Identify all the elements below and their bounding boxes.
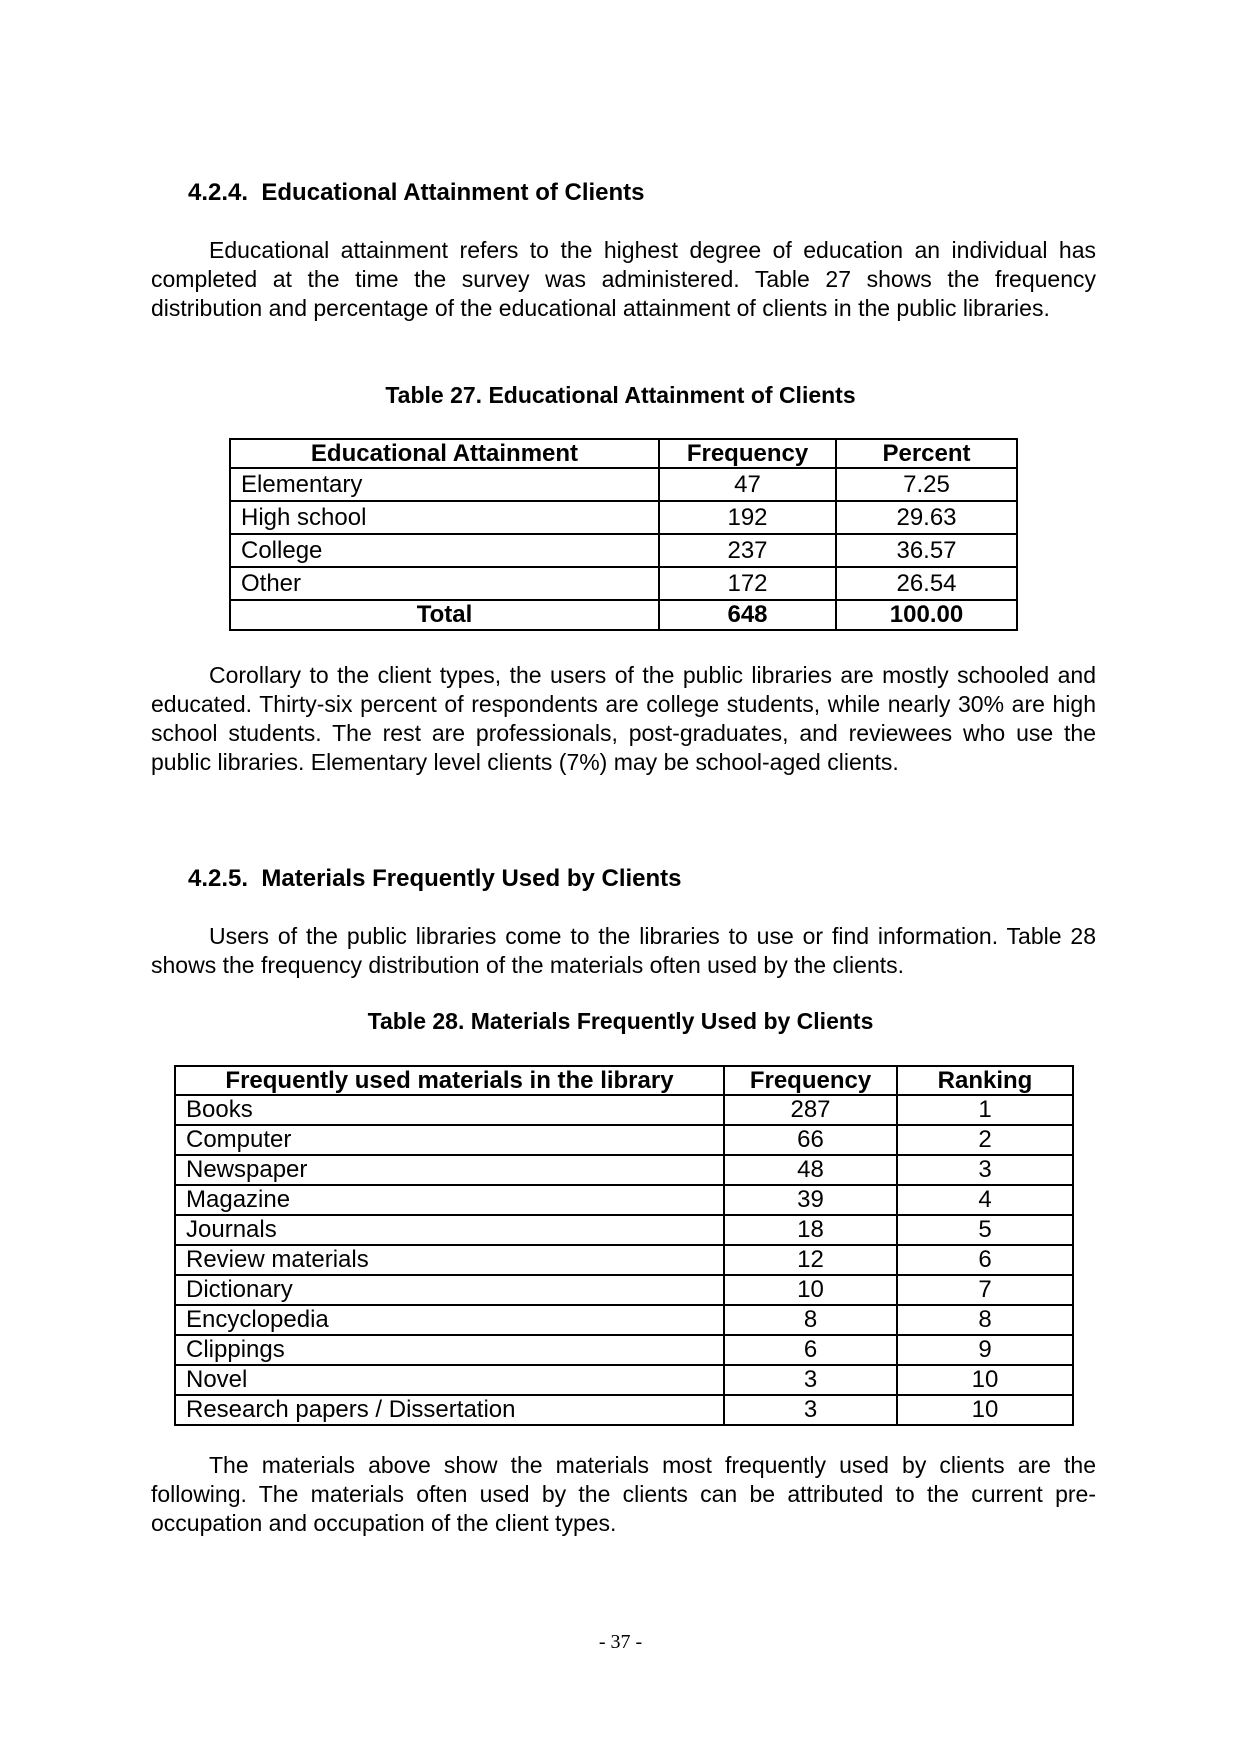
cell-frequency: 8 (724, 1305, 897, 1335)
section-title: Materials Frequently Used by Clients (261, 865, 682, 892)
cell-total-frequency: 648 (659, 600, 836, 630)
section-number: 4.2.5. (188, 865, 249, 892)
cell-frequency: 39 (724, 1185, 897, 1215)
cell-attainment: College (230, 534, 659, 567)
table-row (230, 468, 1017, 501)
table-28-caption: Table 28. Materials Frequently Used by Clients (367, 1008, 874, 1034)
column-header: Educational Attainment (230, 439, 659, 468)
cell-material: Novel (175, 1365, 724, 1395)
table-total-row (230, 600, 1017, 630)
cell-total-label: Total (230, 600, 659, 630)
column-header: Frequency (659, 439, 836, 468)
table-row (230, 534, 1017, 567)
cell-frequency: 172 (659, 567, 836, 600)
discussion-paragraph-4-2-4: Corollary to the client types, the users of the public libraries are mostly schooled and educated. Thirty-six percent of respondents are college students, while nearly 30% are high school students. The rest are professionals, post-graduates, and reviewees who use the public libraries. Elementary level clients (7%) may be school-aged clients. (151, 662, 1096, 775)
cell-frequency: 6 (724, 1335, 897, 1365)
table-row (175, 1095, 1073, 1125)
table-row (175, 1245, 1073, 1275)
cell-ranking: 1 (897, 1095, 1073, 1125)
cell-ranking: 2 (897, 1125, 1073, 1155)
cell-frequency: 10 (724, 1275, 897, 1305)
cell-total-percent: 100.00 (836, 600, 1017, 630)
cell-attainment: Other (230, 567, 659, 600)
cell-attainment: High school (230, 501, 659, 534)
cell-frequency: 3 (724, 1365, 897, 1395)
section-title: Educational Attainment of Clients (261, 179, 645, 206)
cell-ranking: 6 (897, 1245, 1073, 1275)
column-header: Frequency (724, 1066, 897, 1095)
cell-material: Journals (175, 1215, 724, 1245)
table-row (175, 1395, 1073, 1425)
cell-frequency: 192 (659, 501, 836, 534)
cell-attainment: Elementary (230, 468, 659, 501)
table-row (175, 1215, 1073, 1245)
table-row (175, 1335, 1073, 1365)
cell-ranking: 8 (897, 1305, 1073, 1335)
table-row (175, 1155, 1073, 1185)
cell-ranking: 9 (897, 1335, 1073, 1365)
cell-percent: 29.63 (836, 501, 1017, 534)
cell-material: Research papers / Dissertation (175, 1395, 724, 1425)
table-28 (174, 1065, 1074, 1426)
cell-ranking: 3 (897, 1155, 1073, 1185)
cell-material: Encyclopedia (175, 1305, 724, 1335)
section-heading-4-2-5 (188, 865, 682, 893)
cell-percent: 7.25 (836, 468, 1017, 501)
cell-frequency: 237 (659, 534, 836, 567)
table-row (175, 1185, 1073, 1215)
cell-ranking: 10 (897, 1365, 1073, 1395)
intro-paragraph-4-2-4: Educational attainment refers to the highest degree of education an individual has completed at the time the survey was administered. Table 27 shows the frequency distribution and percentage of the educational attainment of clients in the public libraries. (151, 237, 1096, 321)
cell-ranking: 4 (897, 1185, 1073, 1215)
cell-frequency: 47 (659, 468, 836, 501)
cell-frequency: 12 (724, 1245, 897, 1275)
cell-material: Dictionary (175, 1275, 724, 1305)
table-27-caption: Table 27. Educational Attainment of Clients (385, 382, 856, 408)
cell-frequency: 3 (724, 1395, 897, 1425)
table-header-row (175, 1066, 1073, 1095)
section-number: 4.2.4. (188, 179, 249, 206)
column-header: Ranking (897, 1066, 1073, 1095)
discussion-paragraph-4-2-5: The materials above show the materials most frequently used by clients are the following. The materials often used by the clients can be attributed to the current pre-occupation and occupation of the client types. (151, 1452, 1096, 1536)
cell-material: Newspaper (175, 1155, 724, 1185)
cell-ranking: 5 (897, 1215, 1073, 1245)
cell-frequency: 18 (724, 1215, 897, 1245)
table-row (175, 1305, 1073, 1335)
cell-frequency: 66 (724, 1125, 897, 1155)
column-header: Percent (836, 439, 1017, 468)
table-row (175, 1125, 1073, 1155)
section-heading-4-2-4 (188, 179, 645, 207)
cell-ranking: 10 (897, 1395, 1073, 1425)
cell-percent: 26.54 (836, 567, 1017, 600)
table-row (230, 567, 1017, 600)
cell-frequency: 48 (724, 1155, 897, 1185)
page-number: - 37 - (598, 1631, 643, 1653)
cell-material: Computer (175, 1125, 724, 1155)
column-header: Frequently used materials in the library (175, 1066, 724, 1095)
cell-material: Magazine (175, 1185, 724, 1215)
cell-material: Clippings (175, 1335, 724, 1365)
cell-ranking: 7 (897, 1275, 1073, 1305)
table-row (175, 1365, 1073, 1395)
table-row (230, 501, 1017, 534)
table-header-row (230, 439, 1017, 468)
intro-paragraph-4-2-5: Users of the public libraries come to the libraries to use or find information. Table 28 shows the frequency distribution of the materials often used by the clients. (151, 923, 1096, 978)
table-row (175, 1275, 1073, 1305)
cell-percent: 36.57 (836, 534, 1017, 567)
table-27 (229, 438, 1018, 631)
cell-frequency: 287 (724, 1095, 897, 1125)
cell-material: Review materials (175, 1245, 724, 1275)
cell-material: Books (175, 1095, 724, 1125)
